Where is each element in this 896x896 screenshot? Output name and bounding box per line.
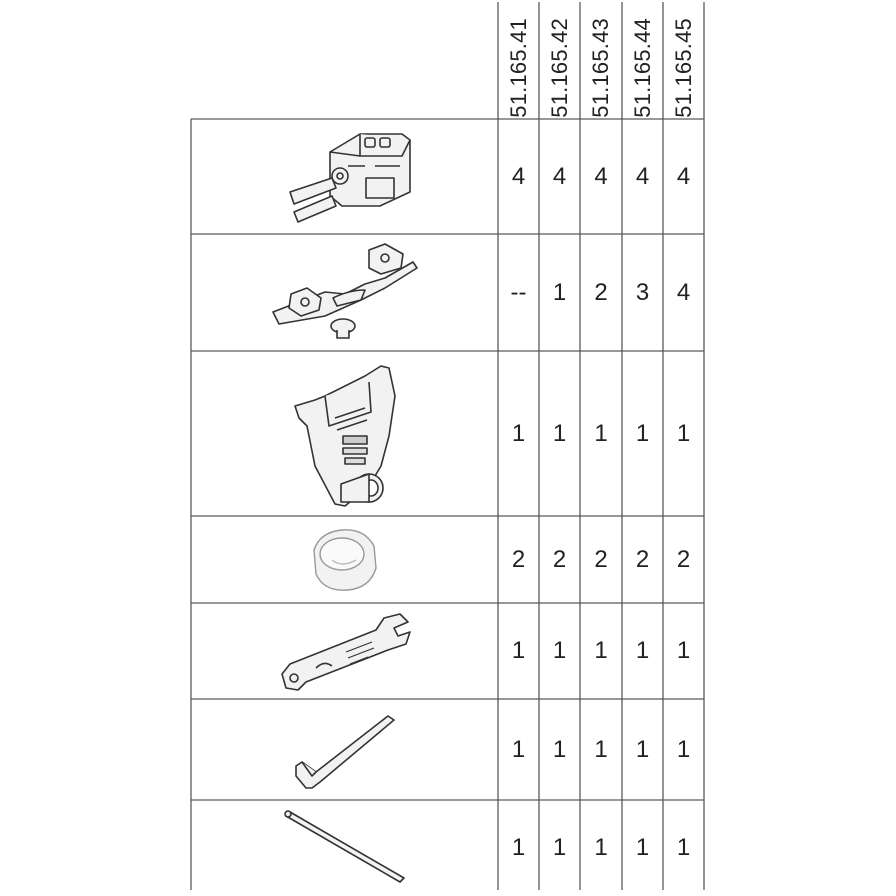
table-cell: 1 <box>594 419 608 447</box>
table-cell: 4 <box>552 162 567 190</box>
table-cell: 1 <box>635 637 650 664</box>
table-cell: 1 <box>511 637 526 664</box>
table-cell: 1 <box>511 735 526 763</box>
column-header: 51.165.44 <box>629 18 655 118</box>
table-cell: 1 <box>552 735 567 763</box>
column-header: 51.165.45 <box>670 18 696 118</box>
pin-rod-icon <box>280 808 410 886</box>
table-cell: 1 <box>552 419 567 447</box>
table-cell: 4 <box>594 162 608 190</box>
table-cell: 2 <box>511 545 526 573</box>
rubber-stopper-icon <box>306 520 386 598</box>
table-cell: 3 <box>635 278 650 306</box>
table-cell: 4 <box>511 162 526 190</box>
table-cell: 1 <box>552 278 567 306</box>
column-header: 51.165.43 <box>588 18 613 118</box>
table-cell: 1 <box>676 637 691 664</box>
table-cell: 2 <box>635 545 650 573</box>
table-cell: 1 <box>635 735 650 763</box>
table-cell: -- <box>510 278 527 306</box>
table-cell: 4 <box>676 162 691 190</box>
table-cell: 1 <box>594 637 608 664</box>
connector-plate-with-bolt-icon <box>265 240 425 345</box>
table-cell: 2 <box>594 545 608 573</box>
column-header: 51.165.41 <box>505 18 531 118</box>
table-cell: 4 <box>635 162 650 190</box>
column-header: 51.165.42 <box>546 18 572 118</box>
table-cell: 1 <box>676 735 691 763</box>
table-cell: 4 <box>676 278 691 306</box>
table-cell: 2 <box>676 545 691 573</box>
adjustment-spanner-icon <box>276 610 416 692</box>
table-cell: 1 <box>511 834 526 861</box>
table-cell: 1 <box>594 735 608 763</box>
table-cell: 1 <box>552 834 567 861</box>
table-cell: 2 <box>594 278 608 306</box>
table-cell: 1 <box>552 637 567 664</box>
table-cell: 1 <box>511 419 526 447</box>
table-cell: 2 <box>552 545 567 573</box>
table-cell: 1 <box>676 419 691 447</box>
table-cell: 1 <box>635 419 650 447</box>
carriage-clip-icon <box>270 126 420 226</box>
hex-key-icon <box>288 706 400 792</box>
table-cell: 1 <box>635 834 650 861</box>
table-cell: 1 <box>594 834 608 861</box>
hanger-bracket-icon <box>285 356 405 511</box>
table-cell: 1 <box>676 834 691 861</box>
